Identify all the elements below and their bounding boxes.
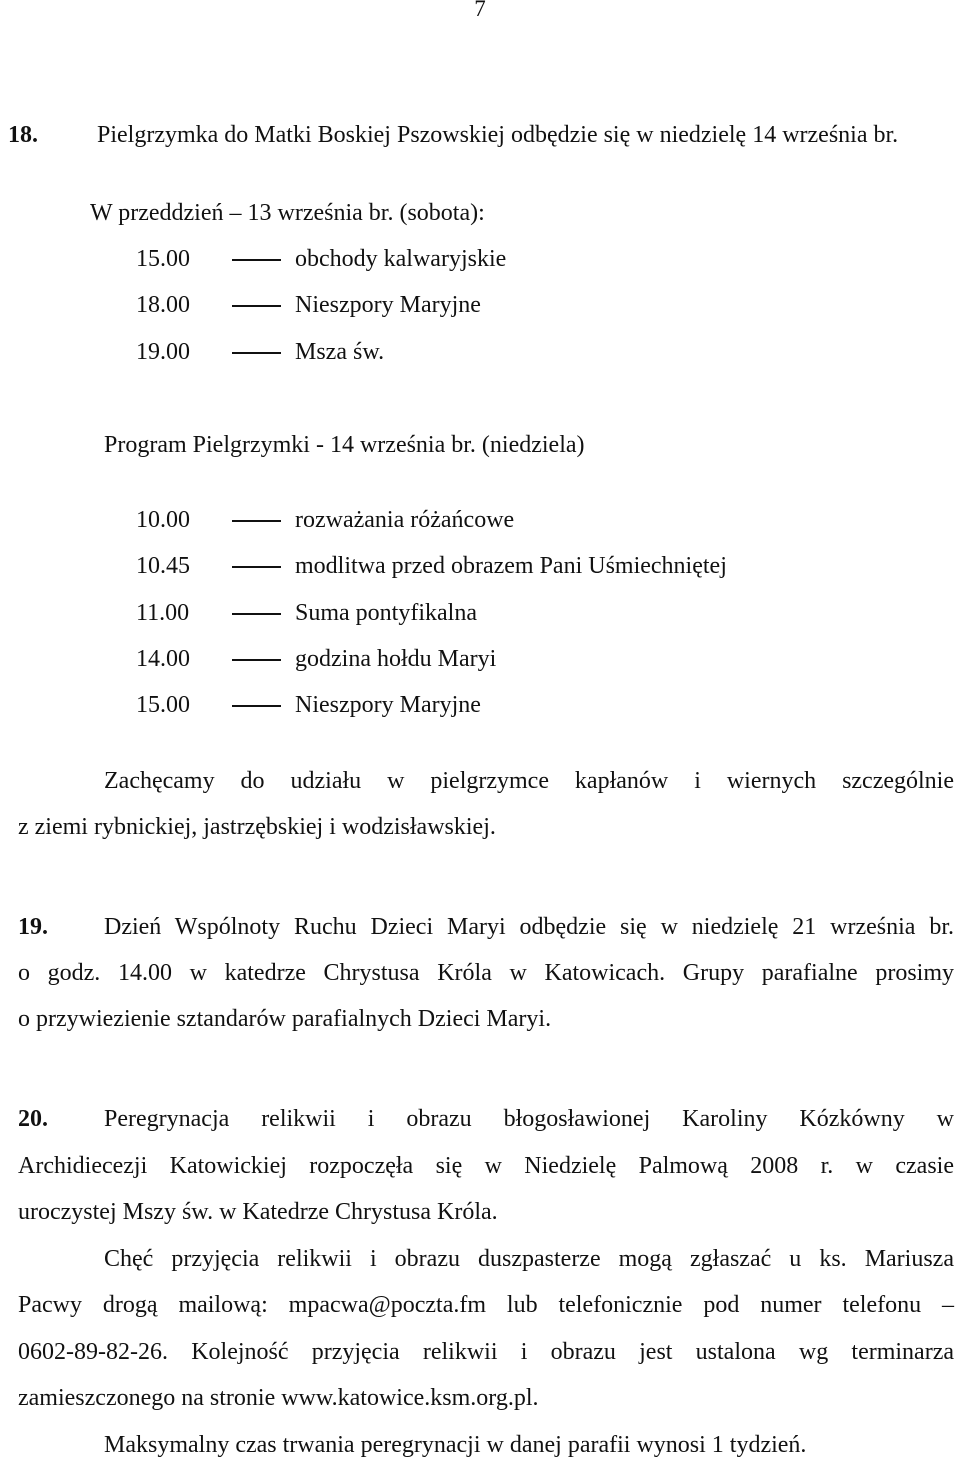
program-time: 15.00	[136, 692, 190, 718]
program-time: 10.00	[136, 507, 190, 533]
program-dash	[232, 659, 281, 661]
eve-dash	[232, 259, 281, 261]
item-18-invite-line2: z ziemi rybnickiej, jastrzębskiej i wodzisławskiej.	[18, 814, 496, 840]
eve-dash	[232, 352, 281, 354]
program-text: Nieszpory Maryjne	[295, 692, 481, 718]
item-19-line1: Dzień Wspólnoty Ruchu Dzieci Maryi odbędzie się w niedzielę 21 września br.	[104, 914, 954, 940]
eve-dash	[232, 305, 281, 307]
item-18-number: 18.	[8, 122, 38, 148]
item-20-line7: zamieszczonego na stronie www.katowice.ksm.org.pl.	[18, 1385, 539, 1411]
item-18-heading: Pielgrzymka do Matki Boskiej Pszowskiej odbędzie się w niedzielę 14 września br.	[97, 122, 899, 148]
program-dash	[232, 520, 281, 522]
item-20-line6: 0602-89-82-26. Kolejność przyjęcia relikwii i obrazu jest ustalona wg terminarza	[18, 1339, 954, 1365]
program-time: 14.00	[136, 646, 190, 672]
item-20-line5: Pacwy drogą mailową: mpacwa@poczta.fm lub telefonicznie pod numer telefonu –	[18, 1292, 954, 1318]
eve-text: Nieszpory Maryjne	[295, 292, 481, 318]
item-20-line2: Archidiecezji Katowickiej rozpoczęła się w Niedzielę Palmową 2008 r. w czasie	[18, 1153, 954, 1179]
item-20-line1: Peregrynacja relikwii i obrazu błogosławionej Karoliny Kózkówny w	[104, 1106, 954, 1132]
program-time: 11.00	[136, 600, 190, 626]
program-dash	[232, 566, 281, 568]
program-text: Suma pontyfikalna	[295, 600, 477, 626]
eve-text: obchody kalwaryjskie	[295, 246, 507, 272]
item-19-number: 19.	[18, 914, 48, 940]
page-number: 7	[474, 0, 486, 21]
item-18-invite-line1: Zachęcamy do udziału w pielgrzymce kapłanów i wiernych szczególnie	[104, 768, 954, 794]
item-19-line3: o przywiezienie sztandarów parafialnych Dzieci Maryi.	[18, 1006, 552, 1032]
eve-time: 18.00	[136, 292, 190, 318]
item-18-program-label: Program Pielgrzymki - 14 września br. (niedziela)	[104, 432, 585, 458]
item-20-line8: Maksymalny czas trwania peregrynacji w danej parafii wynosi 1 tydzień.	[104, 1432, 807, 1458]
eve-time: 15.00	[136, 246, 190, 272]
program-dash	[232, 705, 281, 707]
eve-text: Msza św.	[295, 339, 385, 365]
eve-time: 19.00	[136, 339, 190, 365]
item-19-line2: o godz. 14.00 w katedrze Chrystusa Króla w Katowicach. Grupy parafialne prosimy	[18, 960, 954, 986]
program-time: 10.45	[136, 553, 190, 579]
item-18-eve-label: W przeddzień – 13 września br. (sobota):	[90, 200, 485, 226]
program-text: rozważania różańcowe	[295, 507, 515, 533]
item-20-line3: uroczystej Mszy św. w Katedrze Chrystusa Króla.	[18, 1199, 498, 1225]
program-dash	[232, 613, 281, 615]
program-text: godzina hołdu Maryi	[295, 646, 497, 672]
item-20-line4: Chęć przyjęcia relikwii i obrazu duszpasterze mogą zgłaszać u ks. Mariusza	[104, 1246, 954, 1272]
program-text: modlitwa przed obrazem Pani Uśmiechniętej	[295, 553, 727, 579]
item-20-number: 20.	[18, 1106, 48, 1132]
